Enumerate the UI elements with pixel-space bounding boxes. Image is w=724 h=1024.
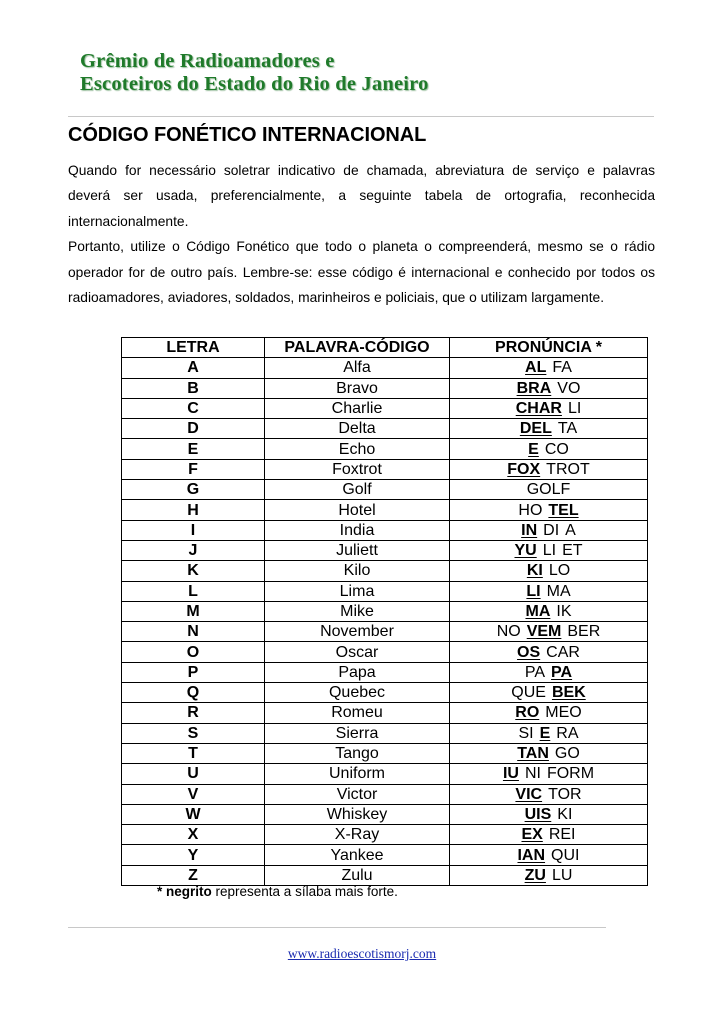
letter-cell: Q (122, 683, 265, 703)
syllable: LO (548, 562, 571, 580)
footnote (157, 884, 398, 899)
letter-cell: A (122, 358, 265, 378)
syllable: TOR (548, 785, 582, 803)
letter-cell: L (122, 581, 265, 601)
syllable: NO (496, 623, 521, 641)
phonetic-alphabet-table (121, 337, 648, 886)
letter-cell: W (122, 804, 265, 824)
pronunciation-cell (450, 540, 648, 560)
code-word-cell: Whiskey (265, 804, 450, 824)
letter-cell: K (122, 561, 265, 581)
stressed-syllable: MA (525, 603, 551, 620)
syllable: ET (562, 542, 583, 560)
table-body (122, 358, 648, 886)
syllable: QUE (511, 684, 546, 702)
stressed-syllable: FOX (507, 460, 541, 478)
code-word-cell: Tango (265, 743, 450, 763)
intro-text (68, 158, 655, 310)
stressed-syllable: VEM (526, 623, 562, 641)
syllable: REI (548, 826, 576, 844)
stressed-syllable: YU (514, 542, 537, 560)
table-row (122, 642, 648, 662)
letter-cell: G (122, 480, 265, 500)
letter-cell: H (122, 500, 265, 520)
syllable: A (565, 521, 576, 539)
header-divider (68, 116, 654, 117)
letter-cell: O (122, 642, 265, 662)
footnote-bold: * negrito (157, 884, 212, 899)
stressed-syllable: E (539, 724, 551, 742)
code-word-cell: Delta (265, 419, 450, 439)
code-word-cell: X-Ray (265, 825, 450, 845)
syllable: MA (546, 582, 571, 600)
letter-cell: I (122, 520, 265, 540)
code-word-cell: Papa (265, 662, 450, 682)
letter-cell: N (122, 622, 265, 642)
pronunciation-cell (450, 378, 648, 398)
code-word-cell: Golf (265, 480, 450, 500)
syllable: QUI (551, 846, 580, 864)
table-row (122, 784, 648, 804)
stressed-syllable: OS (517, 643, 541, 661)
code-word-cell: Romeu (265, 703, 450, 723)
pronunciation-cell (450, 459, 648, 479)
code-word-cell: November (265, 622, 450, 642)
code-word-cell: Sierra (265, 723, 450, 743)
code-word-cell: Lima (265, 581, 450, 601)
stressed-syllable: ZU (524, 866, 546, 884)
syllable: KI (557, 805, 573, 823)
organization-header (80, 50, 680, 96)
syllable: IK (556, 603, 572, 620)
table-row (122, 703, 648, 723)
org-name-line-2: Escoteiros do Estado do Rio de Janeiro (80, 73, 429, 95)
table-header-row (122, 338, 648, 358)
pronunciation-cell (450, 439, 648, 459)
code-word-cell: Alfa (265, 358, 450, 378)
syllable: TA (557, 420, 578, 438)
syllable: TROT (546, 460, 590, 478)
letter-cell: S (122, 723, 265, 743)
stressed-syllable: IAN (517, 846, 546, 864)
letter-cell: R (122, 703, 265, 723)
stressed-syllable: AL (525, 359, 547, 377)
pronunciation-cell (450, 500, 648, 520)
table-row (122, 825, 648, 845)
syllable: RA (556, 724, 579, 742)
letter-cell: T (122, 743, 265, 763)
code-word-cell: Kilo (265, 561, 450, 581)
syllable: LU (551, 866, 573, 884)
stressed-syllable: CHAR (515, 400, 562, 418)
table-row (122, 865, 648, 885)
stressed-syllable: E (528, 440, 539, 458)
syllable: BER (567, 623, 601, 641)
table-row (122, 358, 648, 378)
stressed-syllable: PA (551, 663, 573, 681)
code-word-cell: Victor (265, 784, 450, 804)
table-row (122, 804, 648, 824)
stressed-syllable: TEL (548, 501, 579, 519)
stressed-syllable: DEL (519, 420, 552, 438)
stressed-syllable: IN (521, 521, 538, 539)
header-code-word: PALAVRA-CÓDIGO (265, 338, 450, 358)
table-row (122, 723, 648, 743)
syllable: CAR (546, 643, 580, 661)
pronunciation-cell (450, 865, 648, 885)
header-pronunciation: PRONÚNCIA * (450, 338, 648, 358)
table-row (122, 561, 648, 581)
stressed-syllable: IU (502, 765, 519, 783)
pronunciation-cell (450, 358, 648, 378)
letter-cell: E (122, 439, 265, 459)
pronunciation-cell (450, 703, 648, 723)
header-letter: LETRA (122, 338, 265, 358)
syllable: CO (544, 440, 569, 458)
pronunciation-cell (450, 561, 648, 581)
table-row (122, 520, 648, 540)
table-row (122, 581, 648, 601)
pronunciation-cell (450, 520, 648, 540)
letter-cell: M (122, 601, 265, 621)
pronunciation-cell (450, 743, 648, 763)
table-row (122, 378, 648, 398)
syllable: MEO (545, 704, 582, 722)
code-word-cell: Zulu (265, 865, 450, 885)
code-word-cell: Bravo (265, 378, 450, 398)
table-row (122, 439, 648, 459)
table-row (122, 662, 648, 682)
letter-cell: Z (122, 865, 265, 885)
letter-cell: V (122, 784, 265, 804)
table-row (122, 622, 648, 642)
code-word-cell: Charlie (265, 398, 450, 418)
pronunciation-cell (450, 622, 648, 642)
stressed-syllable: BEK (551, 684, 586, 702)
table-row (122, 764, 648, 784)
pronunciation-cell (450, 662, 648, 682)
intro-paragraph-2: Portanto, utilize o Código Fonético que todo o planeta o compreenderá, mesmo se o rádio operador for de outro país. Lembre-se: esse código é internacional e conhecido por todos os radioamadores, aviadores, soldados, marinheiros e policiais, que o utilizam largamente. (68, 239, 655, 306)
footnote-text: representa a sílaba mais forte. (211, 884, 398, 899)
code-word-cell: Quebec (265, 683, 450, 703)
pronunciation-cell (450, 723, 648, 743)
syllable: FORM (546, 765, 595, 783)
syllable: SI (518, 724, 534, 742)
table-row (122, 480, 648, 500)
pronunciation-cell (450, 683, 648, 703)
code-word-cell: Juliett (265, 540, 450, 560)
table-row (122, 743, 648, 763)
letter-cell: C (122, 398, 265, 418)
footer-divider (68, 927, 606, 928)
pronunciation-cell (450, 642, 648, 662)
letter-cell: X (122, 825, 265, 845)
table-row (122, 540, 648, 560)
pronunciation-cell (450, 581, 648, 601)
website-link[interactable]: www.radioescotismorj.com (287, 946, 437, 961)
footer (0, 946, 724, 962)
stressed-syllable: UIS (524, 805, 552, 823)
syllable: DI (543, 521, 560, 539)
syllable: GOLF (526, 481, 571, 499)
table-row (122, 459, 648, 479)
table-row (122, 683, 648, 703)
pronunciation-cell (450, 480, 648, 500)
pronunciation-cell (450, 601, 648, 621)
letter-cell: J (122, 540, 265, 560)
table-row (122, 500, 648, 520)
syllable: PA (524, 663, 546, 681)
syllable: HO (518, 501, 543, 519)
syllable: FA (552, 359, 572, 377)
syllable: LI (567, 400, 582, 418)
org-name-line-1: Grêmio de Radioamadores e (80, 50, 335, 72)
letter-cell: P (122, 662, 265, 682)
stressed-syllable: KI (526, 562, 543, 580)
table-row (122, 398, 648, 418)
code-word-cell: Oscar (265, 642, 450, 662)
intro-paragraph-1: Quando for necessário soletrar indicativo de chamada, abreviatura de serviço e palavras deverá ser usada, preferencialmente, a seguinte tabela de ortografia, reconhecida internacionalmente. (68, 163, 655, 229)
pronunciation-cell (450, 845, 648, 865)
stressed-syllable: EX (521, 826, 543, 844)
code-word-cell: Hotel (265, 500, 450, 520)
syllable: LI (542, 542, 557, 560)
stressed-syllable: VIC (515, 785, 543, 803)
syllable: VO (557, 379, 581, 397)
stressed-syllable: BRA (516, 379, 552, 397)
table-row (122, 601, 648, 621)
code-word-cell: Mike (265, 601, 450, 621)
code-word-cell: India (265, 520, 450, 540)
pronunciation-cell (450, 784, 648, 804)
syllable: GO (554, 745, 580, 763)
code-word-cell: Uniform (265, 764, 450, 784)
stressed-syllable: LI (526, 582, 541, 600)
code-word-cell: Yankee (265, 845, 450, 865)
code-word-cell: Echo (265, 439, 450, 459)
letter-cell: B (122, 378, 265, 398)
pronunciation-cell (450, 419, 648, 439)
pronunciation-cell (450, 398, 648, 418)
pronunciation-cell (450, 825, 648, 845)
letter-cell: U (122, 764, 265, 784)
table-row (122, 845, 648, 865)
letter-cell: D (122, 419, 265, 439)
page-title: CÓDIGO FONÉTICO INTERNACIONAL (68, 124, 427, 146)
syllable: NI (524, 765, 541, 783)
pronunciation-cell (450, 804, 648, 824)
stressed-syllable: TAN (517, 745, 549, 763)
pronunciation-cell (450, 764, 648, 784)
code-word-cell: Foxtrot (265, 459, 450, 479)
table-row (122, 419, 648, 439)
letter-cell: Y (122, 845, 265, 865)
stressed-syllable: RO (515, 704, 540, 722)
letter-cell: F (122, 459, 265, 479)
